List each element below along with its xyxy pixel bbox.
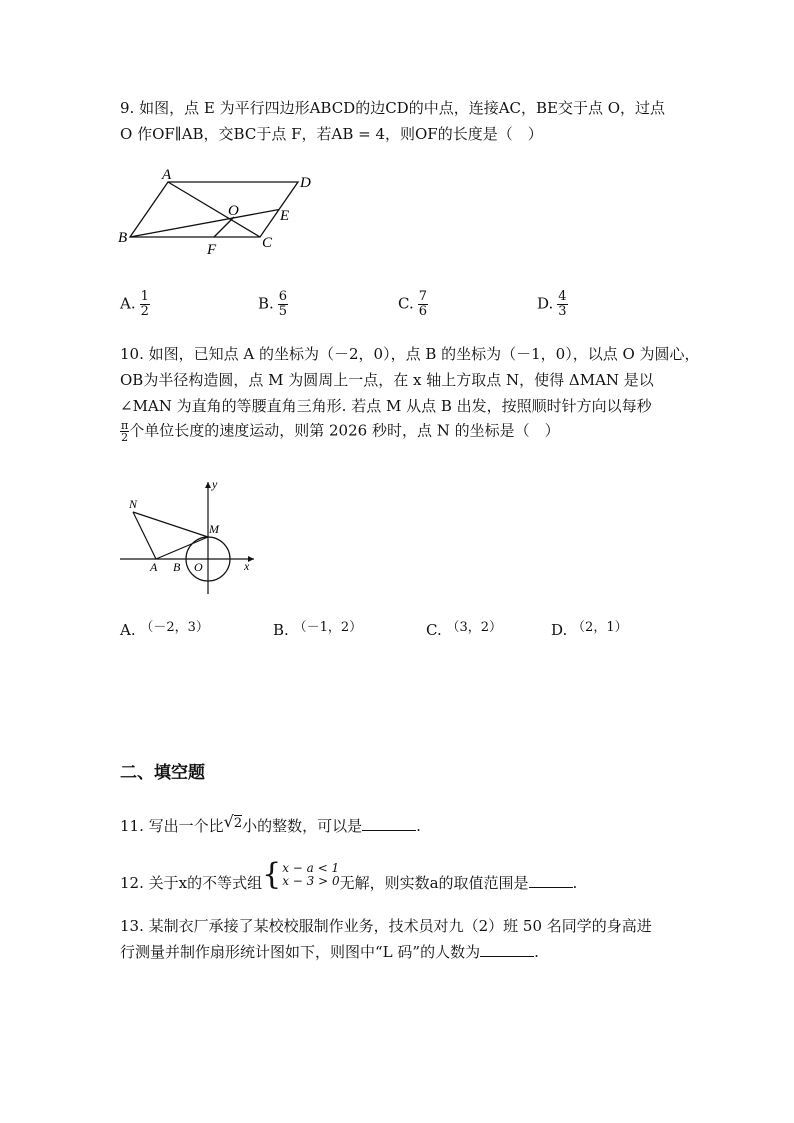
q9-option-a-den: 2 [140,304,149,319]
q11-sqrt: √2 [223,812,243,831]
q12-answer-blank[interactable] [529,873,573,888]
q10-option-b-letter: B. [273,621,289,639]
q10-line2: OB为半径构造圆，点 M 为圆周上一点，在 x 轴上方取点 N，使得 ΔMAN 是以 [120,371,654,389]
q9-option-d-num: 4 [558,289,567,304]
q9-option-c[interactable] [398,290,428,319]
q11-line [120,812,421,838]
q9-label-E: E [280,208,290,224]
q10-option-d[interactable] [551,620,628,639]
q10-option-b-value: （－1，2） [293,620,363,635]
q13-end: . [534,943,539,961]
q12-prefix: 12. 关于x的不等式组 [120,874,263,892]
q10-option-c-letter: C. [426,621,442,639]
q13-line1: 13. 某制衣厂承接了某校校服制作业务，技术员对九（2）班 50 名同学的身高进 [120,917,652,935]
q10-label-y: y [212,478,218,491]
q10-option-c-value: （3，2） [446,620,503,635]
q9-option-b-num: 6 [278,289,288,304]
q10-line4-text: 个单位长度的速度运动，则第 2026 秒时，点 N 的坐标是（ ） [129,421,560,440]
q10-label-M: M [209,522,219,536]
q9-option-a-fraction [140,290,150,319]
q9-option-c-letter: C. [398,294,414,313]
q12-row2: x − 3 > 0 [282,874,340,888]
q10-option-a[interactable] [120,620,209,639]
q9-label-D: D [300,175,311,191]
q13-answer-blank[interactable] [480,942,534,957]
q9-option-c-den: 6 [418,304,427,319]
q10-pi-fraction [120,420,129,443]
q9-option-c-num: 7 [418,289,427,304]
q10-option-a-value: （－2，3） [140,620,209,635]
q9-option-d-fraction [557,290,567,319]
q10-option-d-value: （2，1） [572,620,628,635]
q9-parallelogram-figure [110,168,330,260]
q9-option-b-letter: B. [258,294,274,313]
q12-line [120,857,578,892]
q9-option-a[interactable] [120,290,150,319]
q10-label-B: B [173,560,181,574]
q10-label-N: N [129,497,138,511]
q9-label-B: B [118,230,128,246]
q10-line1: 10. 如图，已知点 A 的坐标为（－2，0），点 B 的坐标为（－1，0），以点 O 为圆心， [120,345,700,363]
q10-pi-num: π [121,419,129,432]
q9-line2: O 作OF∥AB，交BC于点 F，若AB = 4，则OF的长度是（ ） [120,125,543,143]
q11-prefix: 11. 写出一个比 [120,817,224,835]
q12-inequality-system [262,857,340,892]
q10-label-O: O [194,560,203,574]
q9-option-b-fraction [278,290,288,319]
q12-end: . [572,874,578,892]
q9-option-d-letter: D. [537,294,554,313]
q13-line2 [120,942,539,962]
q11-end: . [416,817,421,835]
q9-option-d-den: 3 [558,304,567,319]
q9-label-O: O [228,203,239,219]
q11-suffix: 小的整数，可以是 [242,817,363,835]
q12-row1: x − a < 1 [282,861,340,875]
q10-label-x: x [244,559,250,573]
q10-pi-den: 2 [121,431,129,444]
q10-option-c[interactable] [426,620,502,639]
q10-option-b[interactable] [273,620,362,639]
q11-radicand: 2 [233,816,243,831]
q12-brace: { [262,857,282,892]
q10-line4 [120,420,560,443]
q10-option-d-letter: D. [551,621,568,639]
q9-option-a-num: 1 [140,289,149,304]
q9-option-d[interactable] [537,290,568,319]
q10-line3: ∠MAN 为直角的等腰直角三角形. 若点 M 从点 B 出发，按照顺时针方向以每秒 [120,397,652,415]
q13-line2-text: 行测量并制作扇形统计图如下，则图中“L 码”的人数为 [120,943,481,961]
q10-label-A: A [150,560,158,574]
q10-coordinate-figure [114,478,260,598]
q11-answer-blank[interactable] [362,816,416,831]
q9-option-b[interactable] [258,290,288,319]
q12-suffix: 无解，则实数a的取值范围是 [339,874,529,892]
q9-line1: 9. 如图，点 E 为平行四边形ABCD的边CD的中点，连接AC，BE交于点 O，过点 [120,99,666,117]
q10-option-a-letter: A. [120,621,136,639]
q9-label-A: A [162,168,172,183]
q9-label-C: C [262,235,273,251]
q9-option-a-letter: A. [120,294,136,313]
q9-option-c-fraction [418,290,428,319]
section-title: 二、填空题 [120,763,205,783]
q9-label-F: F [207,242,217,258]
q9-option-b-den: 5 [278,304,288,319]
